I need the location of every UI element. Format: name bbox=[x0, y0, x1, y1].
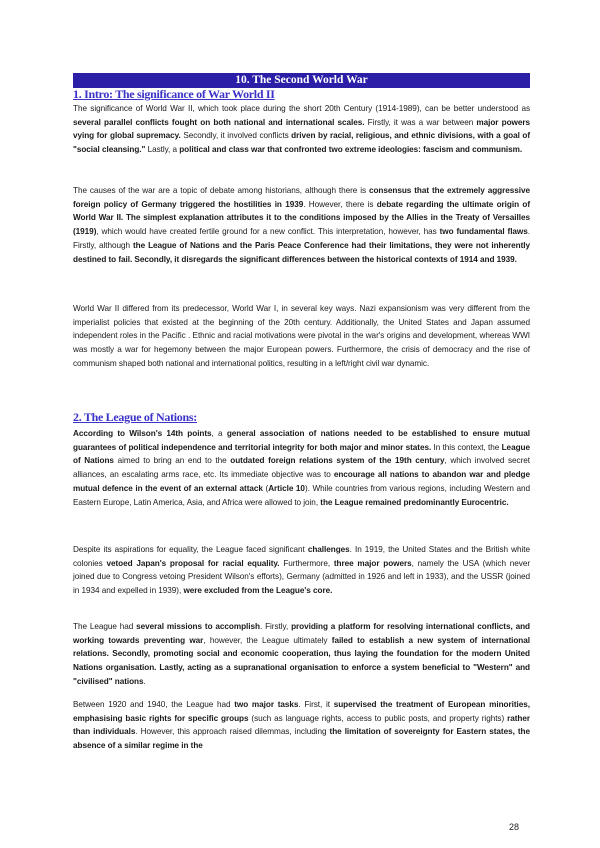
text-run: ( bbox=[262, 483, 269, 493]
text-run: . First, it bbox=[298, 700, 334, 709]
paragraph bbox=[73, 427, 530, 509]
bold-text-run: outdated foreign relations system of the 19th century bbox=[230, 456, 445, 466]
bold-text-run: encourage all nations to abandon war and pledge mutual defence in the event of an external attack bbox=[73, 470, 530, 493]
text-run: . However, there is bbox=[303, 199, 377, 209]
bold-text-run: consensus that the extremely aggressive foreign policy of Germany triggered the hostilities in 1939 bbox=[73, 186, 530, 209]
bold-text-run: two fundamental flaws bbox=[439, 227, 528, 237]
bold-text-run: debate regarding the ultimate origin of World War II. The simplest explanation attributes it to the conditions imposed by the Allies in the Treaty of Versailles (1919) bbox=[73, 199, 530, 237]
paragraph bbox=[73, 102, 530, 157]
text-run: Despite its aspirations for equality, the League faced significant bbox=[73, 545, 308, 554]
bold-text-run: rather than individuals bbox=[73, 713, 530, 737]
bold-text-run: the limitation of sovereignty for Eastern states, the absence of a similar regime in the bbox=[73, 727, 530, 751]
bold-text-run: challenges bbox=[307, 545, 350, 554]
text-run: Lastly, a bbox=[145, 145, 180, 155]
bold-text-run: supervised the treatment of European minorities, emphasising basic rights for specific groups bbox=[73, 700, 530, 723]
bold-text-run: several parallel conflicts fought on both national and international scales. bbox=[73, 117, 365, 127]
text-run: . However, this approach raised dilemmas, including bbox=[135, 727, 330, 737]
text-run: aimed to bring an end to the bbox=[113, 456, 231, 466]
text-run: The causes of the war are a topic of debate among historians, although there is bbox=[73, 186, 369, 195]
bold-text-run: vetoed Japan's proposal for racial equality. bbox=[106, 558, 280, 568]
paragraph bbox=[73, 620, 530, 689]
text-run: . Firstly, although bbox=[73, 227, 530, 250]
bold-text-run: general association of nations needed to be established to ensure mutual guarantees of political independence and territorial integrity for both major and minor states. bbox=[73, 429, 530, 452]
section-heading-intro: 1. Intro: The significance of War World II bbox=[73, 87, 275, 101]
text-run: The League had bbox=[73, 622, 137, 631]
bold-text-run: major powers vying for global supremacy. bbox=[73, 117, 530, 141]
bold-text-run: the League remained predominantly Eurocentric. bbox=[320, 497, 509, 507]
bold-text-run: several missions to accomplish bbox=[136, 622, 260, 631]
page-number: 28 bbox=[509, 822, 520, 832]
text-run: . Firstly, bbox=[259, 622, 292, 631]
paragraph bbox=[73, 184, 530, 266]
bold-text-run: driven by racial, religious, and ethnic divisions, with a goal of "social cleansing." bbox=[73, 131, 531, 155]
text-run: The significance of World War II, which took place during the short 20th Century (1914-1989), can be better understood as bbox=[73, 104, 530, 113]
text-run: In this context, the bbox=[431, 442, 502, 452]
text-run: , which would have created fertile ground for a new conflict. This interpretation, however, has bbox=[96, 227, 440, 237]
bold-text-run: the League of Nations and the Paris Peace Conference had their limitations, they were not inherently destined to fail. Secondly, it disregards the significant differences between the historical contexts of 1914 and 1939. bbox=[73, 240, 530, 264]
paragraph bbox=[73, 543, 530, 598]
text-run: , namely the USA (which never joined due to Congress vetoing President Wilson's efforts), Germany (admitted in 1926 and left in 1933), and the USSR (joined in 1934 and expelled in 1939), bbox=[73, 558, 531, 596]
text-run: ). While countries from various regions, including Western and Eastern Europe, Latin America, Asia, and Africa were allowed to join, bbox=[73, 483, 530, 507]
text-run: , a bbox=[211, 429, 227, 438]
bold-text-run: were excluded from the League's core. bbox=[183, 586, 333, 596]
paragraph bbox=[73, 698, 530, 753]
text-run: Firstly, it was a war between bbox=[364, 117, 477, 127]
text-run: Furthermore, bbox=[279, 558, 334, 568]
bold-text-run: political and class war that confronted two extreme ideologies: fascism and communism. bbox=[179, 145, 523, 155]
bold-text-run: failed to establish a new system of international relations. Secondly, promoting social and economic cooperation, thus laying the foundation for the modern United Nations organisation. Lastly, acting as a supranational organisation to enforce a system beneficial to "Western" and "civilised" nations bbox=[73, 635, 530, 686]
text-run: World War II differed from its predecessor, World War I, in several key ways. Nazi expansionism was very different from the imperialist policies that existed at the beginning of the 20th century. Additionally, the United States and Japan assumed independent roles in the Pacific . Ethnic and racial motivations were pivotal in the war's origins and development, whereas WWI was mostly a war for hegemony between the major European powers. Furthermore, the crisis of democracy and the rise of communism shaped both national and international politics, resulting in a left/right civil war dynamic. bbox=[73, 304, 530, 368]
text-run: Secondly, it involved conflicts bbox=[180, 131, 292, 141]
bold-text-run: Article 10 bbox=[268, 483, 305, 493]
bold-text-run: three major powers bbox=[333, 558, 412, 568]
text-run: . In 1919, the United States and the British white colonies bbox=[73, 545, 530, 568]
text-run: (such as language rights, access to public posts, and property rights) bbox=[248, 713, 508, 723]
text-run: , however, the League ultimately bbox=[203, 635, 332, 645]
text-run: . bbox=[143, 676, 146, 686]
text-run: , which involved secret alliances, an escalating arms race, etc. Its immediate objective was to bbox=[73, 456, 531, 480]
paragraph bbox=[73, 302, 530, 371]
chapter-title: 10. The Second World War bbox=[73, 73, 530, 88]
bold-text-run: providing a platform for resolving international conflicts, and working towards preventing war bbox=[73, 622, 530, 645]
section-heading-league: 2. The League of Nations: bbox=[73, 410, 197, 424]
bold-text-run: League of Nations bbox=[73, 442, 530, 466]
bold-text-run: According to Wilson's 14th points bbox=[73, 429, 212, 438]
text-run: Between 1920 and 1940, the League had bbox=[73, 700, 235, 709]
bold-text-run: two major tasks bbox=[234, 700, 299, 709]
